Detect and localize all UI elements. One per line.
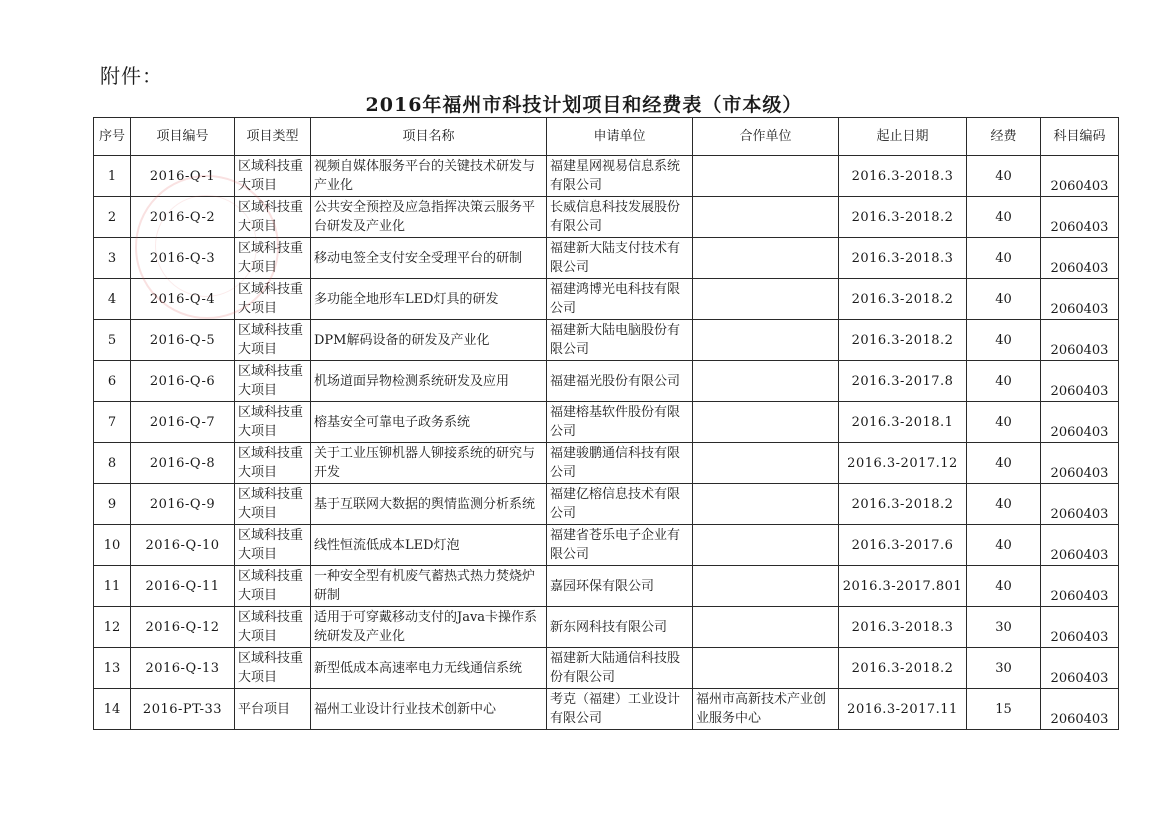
- cell-partner: [693, 566, 839, 607]
- cell-funding: 40: [967, 320, 1041, 361]
- cell-partner: [693, 279, 839, 320]
- cell-applicant: 福建福光股份有限公司: [547, 361, 693, 402]
- cell-applicant: 新东网科技有限公司: [547, 607, 693, 648]
- table-row: [94, 648, 1119, 689]
- cell-project-no: 2016-Q-13: [131, 648, 235, 689]
- cell-funding: 15: [967, 689, 1041, 730]
- cell-period: 2016.3-2017.12: [839, 443, 967, 484]
- cell-applicant: 福建鸿博光电科技有限公司: [547, 279, 693, 320]
- document-title: 2016年福州市科技计划项目和经费表（市本级）: [365, 94, 803, 116]
- cell-period: 2016.3-2018.3: [839, 238, 967, 279]
- cell-project-no: 2016-Q-12: [131, 607, 235, 648]
- table-row: [94, 361, 1119, 402]
- cell-project-name: 一种安全型有机废气蓄热式热力焚烧炉研制: [311, 566, 547, 607]
- cell-subject-code: 2060403: [1041, 320, 1119, 361]
- cell-project-name: 公共安全预控及应急指挥决策云服务平台研发及产业化: [311, 197, 547, 238]
- cell-seq: 14: [94, 689, 131, 730]
- cell-project-type: 区域科技重大项目: [235, 320, 311, 361]
- cell-partner: [693, 361, 839, 402]
- cell-project-type: 区域科技重大项目: [235, 197, 311, 238]
- cell-seq: 7: [94, 402, 131, 443]
- cell-seq: 13: [94, 648, 131, 689]
- cell-project-type: 平台项目: [235, 689, 311, 730]
- table-row: [94, 156, 1119, 197]
- cell-funding: 40: [967, 156, 1041, 197]
- cell-funding: 40: [967, 279, 1041, 320]
- cell-seq: 6: [94, 361, 131, 402]
- cell-project-type: 区域科技重大项目: [235, 402, 311, 443]
- cell-seq: 10: [94, 525, 131, 566]
- header-project-type: 项目类型: [235, 118, 311, 156]
- header-applicant: 申请单位: [547, 118, 693, 156]
- cell-applicant: 福建新大陆通信科技股份有限公司: [547, 648, 693, 689]
- cell-seq: 12: [94, 607, 131, 648]
- cell-period: 2016.3-2018.3: [839, 607, 967, 648]
- cell-funding: 30: [967, 607, 1041, 648]
- cell-funding: 40: [967, 361, 1041, 402]
- cell-partner: [693, 443, 839, 484]
- header-subject-code: 科目编码: [1041, 118, 1119, 156]
- cell-project-type: 区域科技重大项目: [235, 566, 311, 607]
- cell-funding: 40: [967, 525, 1041, 566]
- header-period: 起止日期: [839, 118, 967, 156]
- header-row: [94, 118, 1119, 156]
- cell-project-name: 关于工业压铆机器人铆接系统的研究与开发: [311, 443, 547, 484]
- cell-project-name: 榕基安全可靠电子政务系统: [311, 402, 547, 443]
- cell-funding: 40: [967, 238, 1041, 279]
- header-project-no: 项目编号: [131, 118, 235, 156]
- cell-project-type: 区域科技重大项目: [235, 648, 311, 689]
- project-funding-table: [93, 117, 1119, 730]
- cell-period: 2016.3-2018.2: [839, 197, 967, 238]
- cell-applicant: 福建新大陆支付技术有限公司: [547, 238, 693, 279]
- cell-partner: [693, 484, 839, 525]
- cell-project-name: 机场道面异物检测系统研发及应用: [311, 361, 547, 402]
- cell-funding: 40: [967, 566, 1041, 607]
- cell-project-name: 多功能全地形车LED灯具的研发: [311, 279, 547, 320]
- cell-subject-code: 2060403: [1041, 484, 1119, 525]
- cell-funding: 40: [967, 402, 1041, 443]
- cell-project-no: 2016-Q-7: [131, 402, 235, 443]
- cell-project-name: 基于互联网大数据的舆情监测分析系统: [311, 484, 547, 525]
- cell-period: 2016.3-2018.2: [839, 279, 967, 320]
- cell-project-name: 线性恒流低成本LED灯泡: [311, 525, 547, 566]
- cell-seq: 3: [94, 238, 131, 279]
- cell-partner: [693, 607, 839, 648]
- table-row: [94, 197, 1119, 238]
- cell-project-name: 适用于可穿戴移动支付的Java卡操作系统研发及产业化: [311, 607, 547, 648]
- cell-applicant: 福建骏鹏通信科技有限公司: [547, 443, 693, 484]
- cell-project-type: 区域科技重大项目: [235, 525, 311, 566]
- cell-project-name: 移动电签全支付安全受理平台的研制: [311, 238, 547, 279]
- table-row: [94, 566, 1119, 607]
- cell-project-no: 2016-PT-33: [131, 689, 235, 730]
- cell-project-no: 2016-Q-1: [131, 156, 235, 197]
- cell-period: 2016.3-2017.11: [839, 689, 967, 730]
- cell-period: 2016.3-2018.2: [839, 320, 967, 361]
- cell-subject-code: 2060403: [1041, 525, 1119, 566]
- cell-partner: [693, 156, 839, 197]
- cell-seq: 9: [94, 484, 131, 525]
- cell-subject-code: 2060403: [1041, 648, 1119, 689]
- table-row: [94, 484, 1119, 525]
- cell-project-no: 2016-Q-5: [131, 320, 235, 361]
- cell-project-type: 区域科技重大项目: [235, 443, 311, 484]
- cell-subject-code: 2060403: [1041, 238, 1119, 279]
- cell-applicant: 考克（福建）工业设计有限公司: [547, 689, 693, 730]
- header-partner: 合作单位: [693, 118, 839, 156]
- cell-partner: [693, 402, 839, 443]
- attachment-label: 附件：: [100, 64, 163, 88]
- cell-applicant: 福建榕基软件股份有限公司: [547, 402, 693, 443]
- cell-funding: 40: [967, 443, 1041, 484]
- table-row: [94, 320, 1119, 361]
- cell-partner: [693, 197, 839, 238]
- cell-subject-code: 2060403: [1041, 443, 1119, 484]
- header-project-name: 项目名称: [311, 118, 547, 156]
- cell-project-name: 福州工业设计行业技术创新中心: [311, 689, 547, 730]
- cell-project-type: 区域科技重大项目: [235, 607, 311, 648]
- cell-seq: 1: [94, 156, 131, 197]
- cell-project-no: 2016-Q-10: [131, 525, 235, 566]
- header-funding: 经费: [967, 118, 1041, 156]
- cell-seq: 4: [94, 279, 131, 320]
- cell-project-no: 2016-Q-4: [131, 279, 235, 320]
- cell-period: 2016.3-2017.6: [839, 525, 967, 566]
- cell-subject-code: 2060403: [1041, 689, 1119, 730]
- cell-project-no: 2016-Q-11: [131, 566, 235, 607]
- cell-project-type: 区域科技重大项目: [235, 238, 311, 279]
- header-seq: 序号: [94, 118, 131, 156]
- cell-period: 2016.3-2018.2: [839, 648, 967, 689]
- table-row: [94, 443, 1119, 484]
- table-row: [94, 402, 1119, 443]
- cell-project-no: 2016-Q-2: [131, 197, 235, 238]
- cell-applicant: 福建新大陆电脑股份有限公司: [547, 320, 693, 361]
- cell-period: 2016.3-2018.2: [839, 484, 967, 525]
- cell-partner: 福州市高新技术产业创业服务中心: [693, 689, 839, 730]
- cell-partner: [693, 320, 839, 361]
- cell-seq: 5: [94, 320, 131, 361]
- cell-funding: 30: [967, 648, 1041, 689]
- cell-applicant: 福建亿榕信息技术有限公司: [547, 484, 693, 525]
- table-row: [94, 279, 1119, 320]
- cell-applicant: 长威信息科技发展股份有限公司: [547, 197, 693, 238]
- cell-partner: [693, 525, 839, 566]
- cell-period: 2016.3-2017.801: [839, 566, 967, 607]
- cell-period: 2016.3-2018.1: [839, 402, 967, 443]
- cell-project-type: 区域科技重大项目: [235, 361, 311, 402]
- cell-seq: 11: [94, 566, 131, 607]
- cell-applicant: 福建星网视易信息系统有限公司: [547, 156, 693, 197]
- cell-applicant: 嘉园环保有限公司: [547, 566, 693, 607]
- cell-subject-code: 2060403: [1041, 566, 1119, 607]
- table-row: [94, 607, 1119, 648]
- table-body: [94, 156, 1119, 730]
- cell-applicant: 福建省苍乐电子企业有限公司: [547, 525, 693, 566]
- table-row: [94, 689, 1119, 730]
- cell-partner: [693, 238, 839, 279]
- cell-subject-code: 2060403: [1041, 156, 1119, 197]
- cell-seq: 8: [94, 443, 131, 484]
- cell-partner: [693, 648, 839, 689]
- cell-subject-code: 2060403: [1041, 361, 1119, 402]
- cell-project-no: 2016-Q-6: [131, 361, 235, 402]
- cell-seq: 2: [94, 197, 131, 238]
- cell-project-type: 区域科技重大项目: [235, 156, 311, 197]
- cell-period: 2016.3-2017.8: [839, 361, 967, 402]
- cell-subject-code: 2060403: [1041, 279, 1119, 320]
- table-row: [94, 238, 1119, 279]
- table-row: [94, 525, 1119, 566]
- cell-funding: 40: [967, 197, 1041, 238]
- cell-subject-code: 2060403: [1041, 607, 1119, 648]
- cell-subject-code: 2060403: [1041, 197, 1119, 238]
- cell-project-no: 2016-Q-8: [131, 443, 235, 484]
- cell-project-type: 区域科技重大项目: [235, 279, 311, 320]
- cell-project-no: 2016-Q-3: [131, 238, 235, 279]
- cell-project-type: 区域科技重大项目: [235, 484, 311, 525]
- cell-subject-code: 2060403: [1041, 402, 1119, 443]
- cell-project-name: 新型低成本高速率电力无线通信系统: [311, 648, 547, 689]
- cell-project-no: 2016-Q-9: [131, 484, 235, 525]
- cell-project-name: 视频自媒体服务平台的关键技术研发与产业化: [311, 156, 547, 197]
- cell-project-name: DPM解码设备的研发及产业化: [311, 320, 547, 361]
- cell-period: 2016.3-2018.3: [839, 156, 967, 197]
- cell-funding: 40: [967, 484, 1041, 525]
